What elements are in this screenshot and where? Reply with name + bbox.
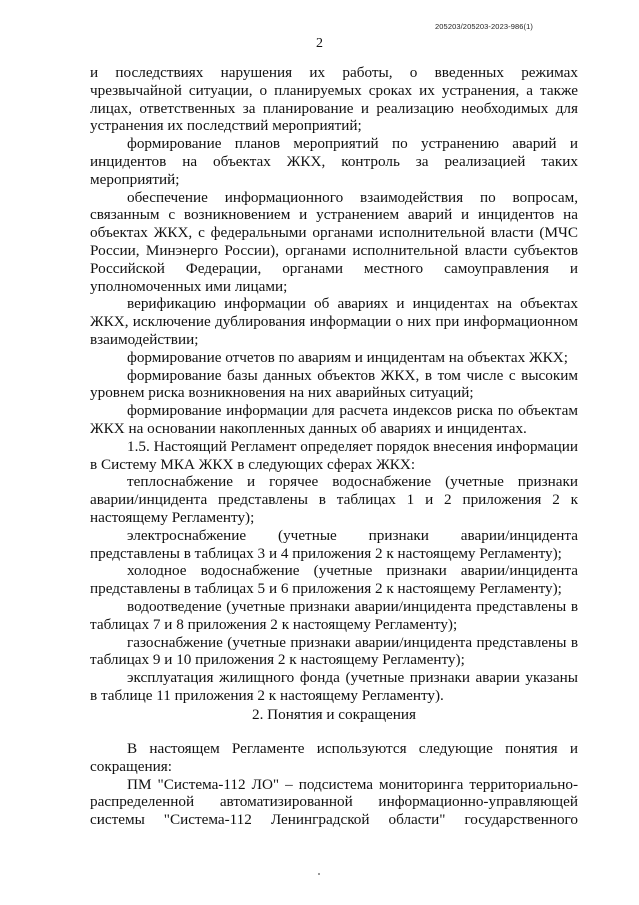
paragraph: ПМ "Система-112 ЛО" – подсистема мониторинга территориально-распределенной автоматизированной информационно-управляющей системы "Система-112 Ленинградской области" государственного [90, 775, 578, 829]
body-text [90, 64, 578, 705]
paragraph: электроснабжение (учетные признаки аварии/инцидента представлены в таблицах 3 и 4 приложения 2 к настоящему Регламенту); [90, 526, 578, 562]
paragraph: водоотведение (учетные признаки аварии/инцидента представлены в таблицах 7 и 8 приложения 2 к настоящему Регламенту); [90, 597, 578, 633]
page-number: 2 [316, 36, 323, 51]
paragraph: эксплуатация жилищного фонда (учетные признаки аварии указаны в таблице 11 приложения 2 к настоящему Регламенту). [90, 669, 578, 704]
paragraph: обеспечение информационного взаимодействия по вопросам, связанным с возникновением и устранением аварий и инцидентов на объектах ЖКХ, с федеральными органами исполнительной власти (МЧС России, Минэнерго России), органами исполнительной власти субъектов Российской Федерации, органами местного самоуправления и уполномоченных ими лицами; [90, 188, 578, 295]
paragraph: верификацию информации об авариях и инцидентах на объектах ЖКХ, исключение дублирования информации о них при информационном взаимодействии; [90, 295, 578, 348]
paragraph: формирование базы данных объектов ЖКХ, в том числе с высоким уровнем риска возникновения на них аварийных ситуаций; [90, 366, 578, 402]
paragraph: газоснабжение (учетные признаки аварии/инцидента представлены в таблицах 9 и 10 приложения 2 к настоящему Регламенту); [90, 633, 578, 669]
document-id: 205203/205203-2023-986(1) [435, 22, 533, 31]
scan-speck [318, 873, 320, 875]
section-heading: 2. Понятия и сокращения [251, 706, 417, 723]
paragraph: формирование информации для расчета индексов риска по объектам ЖКХ на основании накопленных данных об авариях и инцидентах. [90, 402, 578, 437]
section-body-text [90, 740, 578, 829]
paragraph: В настоящем Регламенте используются следующие понятия и сокращения: [90, 740, 578, 775]
paragraph: холодное водоснабжение (учетные признаки аварии/инцидента представлены в таблицах 5 и 6 приложения 2 к настоящему Регламенту); [90, 562, 578, 598]
paragraph: теплоснабжение и горячее водоснабжение (учетные признаки аварии/инцидента представлены в таблицах 1 и 2 приложения 2 к настоящему Регламенту); [90, 473, 578, 526]
paragraph: 1.5. Настоящий Регламент определяет порядок внесения информации в Систему МКА ЖКХ в следующих сферах ЖКХ: [90, 437, 578, 473]
paragraph: и последствиях нарушения их работы, о введенных режимах чрезвычайной ситуации, о планируемых сроках их устранения, а также лицах, ответственных за планирование и реализацию необходимых для устранения их последствий мероприятий; [90, 64, 578, 135]
paragraph: формирование отчетов по авариям и инцидентам на объектах ЖКХ; [127, 348, 568, 366]
paragraph: формирование планов мероприятий по устранению аварий и инцидентов на объектах ЖКХ, контроль за реализацией таких мероприятий; [90, 135, 578, 188]
